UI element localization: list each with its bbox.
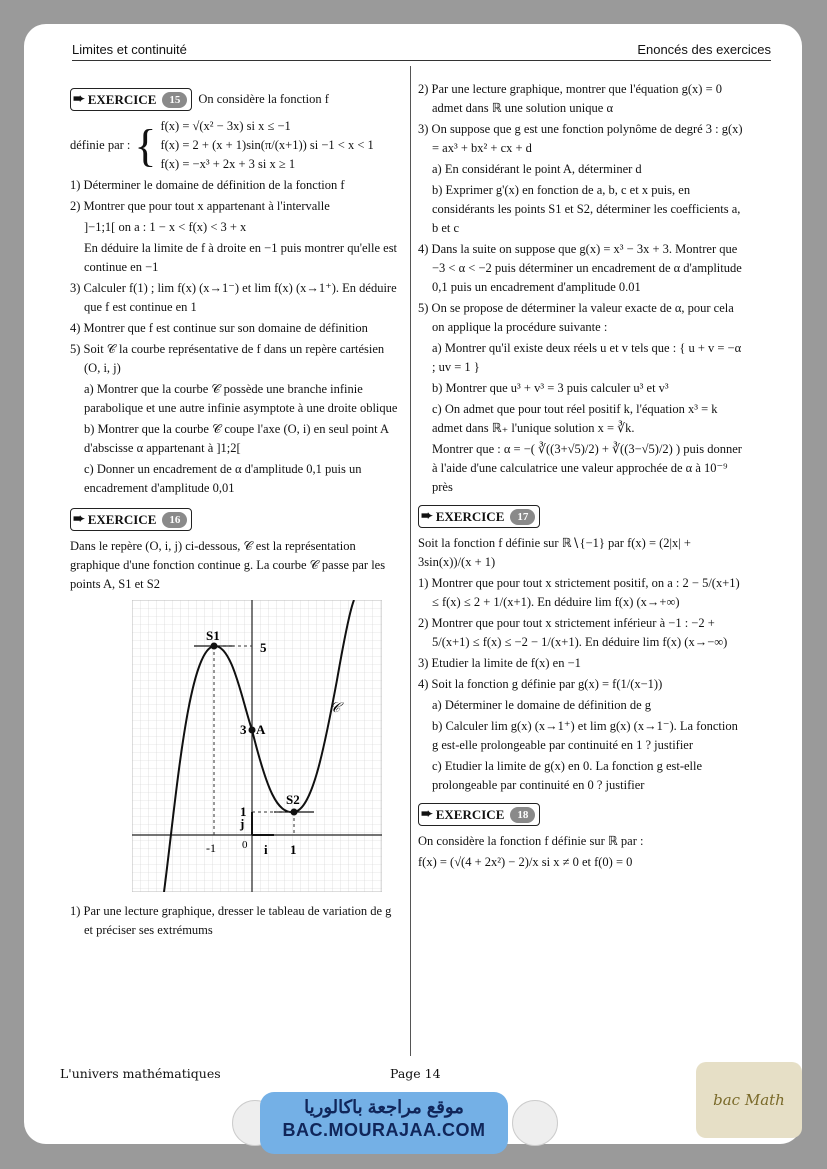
question: 3) On suppose que g est une fonction polynôme de degré 3 : g(x) = ax³ + bx² + cx + d: [418, 122, 743, 155]
left-column: [70, 84, 400, 942]
header-right: Enoncés des exercices: [637, 42, 771, 57]
exercise-15-header: [70, 88, 400, 111]
banner-arabic: موقع مراجعة باكالوريا: [304, 1097, 464, 1117]
question-part: a) Montrer qu'il existe deux réels u et v tels que : { u + v = −α ; uv = 1 }: [432, 341, 742, 374]
exercise-16-box: ➨ EXERCICE 16: [70, 508, 192, 531]
point-s1: [211, 643, 218, 650]
question-part: a) Montrer que la courbe 𝒞 possède une branche infinie parabolique et une autre infinie asymptote à une droite oblique: [84, 382, 398, 415]
question-part: b) Montrer que u³ + v³ = 3 puis calculer u³ et v³: [432, 381, 669, 395]
label-s1: S1: [206, 628, 220, 643]
exercise-17-header: [418, 505, 746, 528]
label-s2: S2: [286, 792, 300, 807]
column-divider: [410, 66, 411, 1056]
question-part: a) Déterminer le domaine de définition de g: [432, 698, 652, 712]
arrow-icon: ➨: [421, 807, 433, 822]
site-banner[interactable]: [260, 1092, 508, 1154]
question-part: c) Donner un encadrement de α d'amplitude 0,1 puis un encadrement d'amplitude 0,01: [84, 462, 362, 495]
arrow-icon: ➨: [421, 509, 433, 524]
site-logo-icon: [512, 1100, 558, 1146]
right-column: [418, 80, 746, 874]
question-part: c) Etudier la limite de g(x) en 0. La fonction g est-elle prolongeable par continuité en 0 ? justifier: [432, 759, 703, 792]
label-a: A: [256, 722, 266, 737]
point-s2: [291, 809, 298, 816]
exercise-number: 18: [510, 807, 535, 823]
brace-icon: {: [134, 119, 157, 171]
question-part: a) En considérant le point A, déterminer d: [432, 162, 642, 176]
question-part: b) Calculer lim g(x) (x→1⁺) et lim g(x) (x→1⁻). La fonction g est-elle prolongeable par continuité en 1 ? justifier: [432, 719, 738, 752]
bac-math-badge: bac Math: [696, 1062, 802, 1138]
exercise-18-header: [418, 803, 746, 826]
case-2: f(x) = 2 + (x + 1)sin(π/(x+1)) si −1 < x < 1: [160, 138, 374, 152]
origin-label: 0: [242, 839, 248, 851]
exercise-16-header: [70, 508, 400, 531]
question: 1) Par une lecture graphique, dresser le tableau de variation de g et préciser ses extrémums: [70, 904, 392, 937]
function-graph: [132, 600, 382, 892]
question: 5) On se propose de déterminer la valeur exacte de α, pour cela on applique la procédure suivante :: [418, 301, 734, 334]
tick-5: 5: [260, 640, 267, 655]
exercise-18-box: ➨ EXERCICE 18: [418, 803, 540, 826]
question: 5) Soit 𝒞 la courbe représentative de f dans un repère cartésien (O, i, j): [70, 342, 385, 375]
question-part: b) Montrer que la courbe 𝒞 coupe l'axe (O, i) en seul point A d'abscisse α appartenant à ]1;2[: [84, 422, 389, 455]
exercise-number: 16: [162, 512, 187, 528]
question-formula: ]−1;1[ on a : 1 − x < f(x) < 3 + x: [84, 220, 247, 234]
question-part: b) Exprimer g'(x) en fonction de a, b, c et x puis, en considérants les points S1 et S2, déterminer les coefficients a, b et c: [432, 183, 741, 235]
question: 2) Montrer que pour tout x strictement inférieur à −1 : −2 + 5/(x+1) ≤ f(x) ≤ −2 − 1/(x+1). En déduire lim f(x) (x→−∞): [418, 616, 728, 649]
label-curve: 𝒞: [330, 701, 341, 716]
point-a: [249, 727, 256, 734]
question: 2) Par une lecture graphique, montrer que l'équation g(x) = 0 admet dans ℝ une solution unique α: [418, 82, 722, 115]
exercise-17-box: ➨ EXERCICE 17: [418, 505, 540, 528]
tick-3: 3: [240, 722, 247, 737]
exercise-18-definition: f(x) = (√(4 + 2x²) − 2)/x si x ≠ 0 et f(0) = 0: [418, 855, 633, 869]
header-left: Limites et continuité: [72, 42, 187, 57]
footer-left: L'univers mathématiques: [60, 1066, 221, 1081]
question-part: En déduire la limite de f à droite en −1 puis montrer qu'elle est continue en −1: [84, 241, 398, 274]
arrow-icon: ➨: [73, 512, 85, 527]
question: 3) Etudier la limite de f(x) en −1: [418, 656, 581, 670]
page-header: [72, 42, 771, 61]
label-j: j: [240, 816, 245, 831]
tick-minus-1: -1: [206, 841, 216, 855]
question: 4) Dans la suite on suppose que g(x) = x³ − 3x + 3. Montrer que −3 < α < −2 puis déterminer un encadrement de α d'amplitude 0,1 puis un encadrement d'amplitude 0.01: [418, 242, 742, 294]
question: 1) Montrer que pour tout x strictement positif, on a : 2 − 5/(x+1) ≤ f(x) ≤ 2 + 1/(x+1). En déduire lim f(x) (x→+∞): [418, 576, 740, 609]
piecewise-definition: définie par : { f(x) = √(x² − 3x) si x ≤ −1 f(x) = 2 + (x + 1)sin(π/(x+1)) si −1 < x < 1 f(x) = −x³ + 2x + 3 si x ≥ 1: [70, 117, 400, 174]
case-1: f(x) = √(x² − 3x) si x ≤ −1: [160, 119, 291, 133]
question: 4) Soit la fonction g définie par g(x) = f(1/(x−1)): [418, 677, 663, 691]
exercise-16-intro: Dans le repère (O, i, j) ci-dessous, 𝒞 est la représentation graphique d'une fonction continue g. La courbe 𝒞 passe par les points A, S1 et S2: [70, 539, 386, 591]
question-part: Montrer que : α = −( ∛((3+√5)/2) + ∛((3−√5)/2) ) puis donner à l'aide d'une calculatrice une valeur approchée de α à 10⁻⁹ près: [432, 442, 742, 494]
arrow-icon: ➨: [73, 92, 85, 107]
tick-x1: 1: [290, 842, 297, 857]
question: 2) Montrer que pour tout x appartenant à l'intervalle: [70, 199, 330, 213]
exercise-number: 17: [510, 509, 535, 525]
page-number: Page 14: [390, 1066, 441, 1081]
question-part: c) On admet que pour tout réel positif k, l'équation x³ = k admet dans ℝ₊ l'unique solution x = ∛k.: [432, 402, 718, 435]
tick-1: 1: [240, 804, 247, 819]
exercise-15-intro: On considère la fonction f: [198, 92, 329, 106]
question: 1) Déterminer le domaine de définition de la fonction f: [70, 178, 345, 192]
label-i: i: [264, 842, 268, 857]
exercise-15-box: ➨ EXERCICE 15: [70, 88, 192, 111]
exercise-18-intro: On considère la fonction f définie sur ℝ par :: [418, 834, 644, 848]
exercise-number: 15: [162, 92, 187, 108]
banner-site[interactable]: BAC.MOURAJAA.COM: [282, 1120, 486, 1140]
question: 4) Montrer que f est continue sur son domaine de définition: [70, 321, 368, 335]
question: 3) Calculer f(1) ; lim f(x) (x→1⁻) et lim f(x) (x→1⁺). En déduire que f est continue en 1: [70, 281, 397, 314]
exercise-17-intro: Soit la fonction f définie sur ℝ∖{−1} par f(x) = (2|x| + 3sin(x))/(x + 1): [418, 536, 691, 569]
case-3: f(x) = −x³ + 2x + 3 si x ≥ 1: [160, 157, 296, 171]
